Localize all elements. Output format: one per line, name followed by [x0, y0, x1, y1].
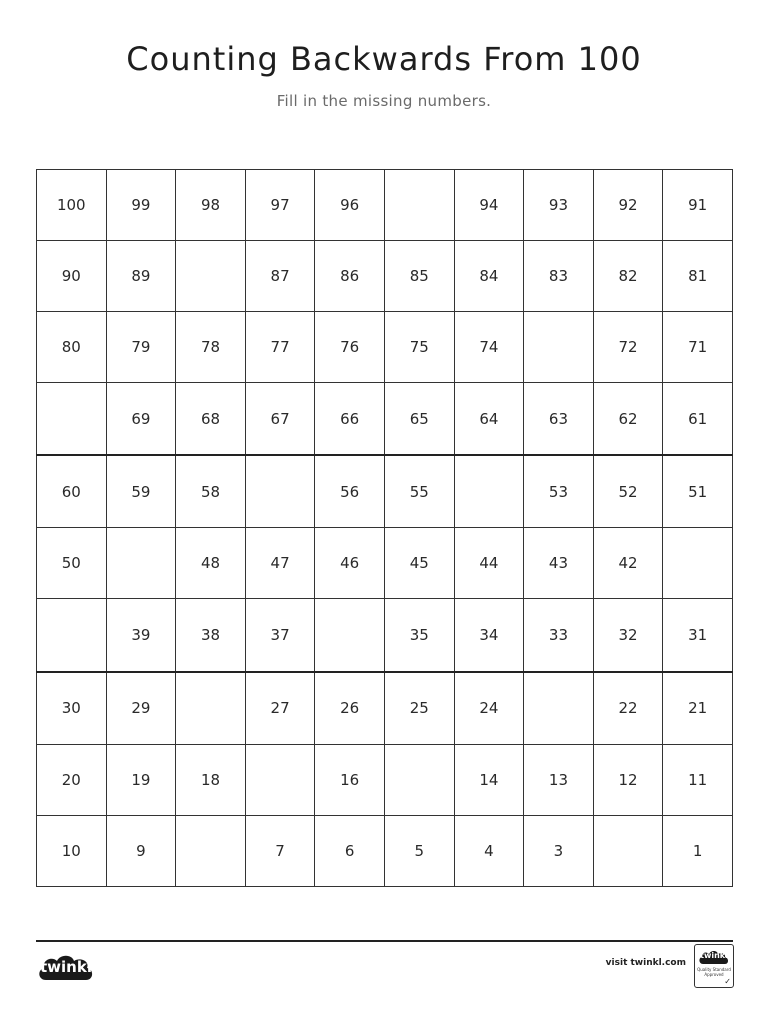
number-cell: 16: [315, 745, 385, 816]
number-cell: 99: [106, 170, 176, 241]
number-cell: 37: [245, 599, 315, 672]
grid-row: [37, 311, 733, 382]
number-cell: 48: [176, 528, 246, 599]
number-cell: 79: [106, 311, 176, 382]
number-cell: 31: [663, 599, 733, 672]
page-title: Counting Backwards From 100: [126, 40, 642, 78]
number-cell: 47: [245, 528, 315, 599]
blank-cell[interactable]: [245, 455, 315, 528]
blank-cell[interactable]: [176, 672, 246, 745]
blank-cell[interactable]: [315, 599, 385, 672]
grid-row: [37, 672, 733, 745]
number-cell: 76: [315, 311, 385, 382]
number-cell: 5: [384, 816, 454, 887]
number-cell: 80: [37, 311, 107, 382]
twinkl-logo: [36, 950, 96, 986]
number-cell: 55: [384, 455, 454, 528]
blank-cell[interactable]: [454, 455, 524, 528]
number-cell: 72: [593, 311, 663, 382]
number-cell: 35: [384, 599, 454, 672]
number-cell: 77: [245, 311, 315, 382]
visit-link[interactable]: visit twinkl.com: [605, 958, 686, 968]
number-cell: 30: [37, 672, 107, 745]
number-cell: 46: [315, 528, 385, 599]
blank-cell[interactable]: [37, 382, 107, 455]
number-cell: 39: [106, 599, 176, 672]
number-cell: 74: [454, 311, 524, 382]
number-cell: 65: [384, 382, 454, 455]
number-cell: 92: [593, 170, 663, 241]
number-cell: 67: [245, 382, 315, 455]
logo-text: twinkl: [40, 958, 92, 976]
number-cell: 14: [454, 745, 524, 816]
number-cell: 38: [176, 599, 246, 672]
number-cell: 100: [37, 170, 107, 241]
number-cell: 33: [524, 599, 594, 672]
number-cell: 78: [176, 311, 246, 382]
number-cell: 71: [663, 311, 733, 382]
number-cell: 13: [524, 745, 594, 816]
number-cell: 68: [176, 382, 246, 455]
number-cell: 51: [663, 455, 733, 528]
number-cell: 20: [37, 745, 107, 816]
number-cell: 22: [593, 672, 663, 745]
blank-cell[interactable]: [663, 528, 733, 599]
number-cell: 24: [454, 672, 524, 745]
grid-row: [37, 170, 733, 241]
number-cell: 82: [593, 240, 663, 311]
number-cell: 42: [593, 528, 663, 599]
number-cell: 10: [37, 816, 107, 887]
number-cell: 7: [245, 816, 315, 887]
grid-row: [37, 528, 733, 599]
number-cell: 62: [593, 382, 663, 455]
number-cell: 1: [663, 816, 733, 887]
page-subtitle: Fill in the missing numbers.: [276, 92, 492, 110]
quality-badge: [694, 944, 734, 988]
number-cell: 84: [454, 240, 524, 311]
number-cell: 9: [106, 816, 176, 887]
number-cell: 83: [524, 240, 594, 311]
number-cell: 29: [106, 672, 176, 745]
blank-cell[interactable]: [384, 745, 454, 816]
number-cell: 32: [593, 599, 663, 672]
blank-cell[interactable]: [245, 745, 315, 816]
number-cell: 98: [176, 170, 246, 241]
number-cell: 25: [384, 672, 454, 745]
number-cell: 27: [245, 672, 315, 745]
number-cell: 58: [176, 455, 246, 528]
blank-cell[interactable]: [384, 170, 454, 241]
number-cell: 3: [524, 816, 594, 887]
number-cell: 44: [454, 528, 524, 599]
blank-cell[interactable]: [106, 528, 176, 599]
blank-cell[interactable]: [176, 816, 246, 887]
badge-text: Quality Standard Approved: [697, 967, 731, 977]
number-cell: 21: [663, 672, 733, 745]
grid-row: [37, 816, 733, 887]
number-cell: 69: [106, 382, 176, 455]
number-cell: 45: [384, 528, 454, 599]
grid-row: [37, 599, 733, 672]
number-cell: 75: [384, 311, 454, 382]
footer-divider: [36, 940, 733, 942]
number-grid-body: [37, 170, 733, 887]
number-cell: 12: [593, 745, 663, 816]
number-cell: 26: [315, 672, 385, 745]
number-cell: 94: [454, 170, 524, 241]
number-cell: 85: [384, 240, 454, 311]
number-cell: 64: [454, 382, 524, 455]
number-cell: 52: [593, 455, 663, 528]
number-cell: 18: [176, 745, 246, 816]
grid-row: [37, 455, 733, 528]
grid-row: [37, 240, 733, 311]
number-grid: [36, 169, 733, 887]
number-cell: 43: [524, 528, 594, 599]
number-cell: 50: [37, 528, 107, 599]
number-cell: 34: [454, 599, 524, 672]
number-cell: 59: [106, 455, 176, 528]
number-cell: 63: [524, 382, 594, 455]
grid-row: [37, 382, 733, 455]
blank-cell[interactable]: [524, 672, 594, 745]
number-cell: 93: [524, 170, 594, 241]
blank-cell[interactable]: [524, 311, 594, 382]
number-cell: 96: [315, 170, 385, 241]
blank-cell[interactable]: [176, 240, 246, 311]
number-cell: 53: [524, 455, 594, 528]
number-cell: 97: [245, 170, 315, 241]
badge-logo-text: twinkl: [700, 951, 728, 960]
number-cell: 86: [315, 240, 385, 311]
number-cell: 66: [315, 382, 385, 455]
number-cell: 90: [37, 240, 107, 311]
number-cell: 91: [663, 170, 733, 241]
checkmark-icon: ✓: [724, 977, 731, 986]
blank-cell[interactable]: [593, 816, 663, 887]
number-cell: 89: [106, 240, 176, 311]
number-cell: 81: [663, 240, 733, 311]
number-cell: 19: [106, 745, 176, 816]
grid-row: [37, 745, 733, 816]
number-cell: 60: [37, 455, 107, 528]
blank-cell[interactable]: [37, 599, 107, 672]
number-cell: 11: [663, 745, 733, 816]
number-cell: 4: [454, 816, 524, 887]
number-cell: 87: [245, 240, 315, 311]
number-cell: 61: [663, 382, 733, 455]
number-cell: 6: [315, 816, 385, 887]
badge-logo: [698, 948, 730, 966]
number-cell: 56: [315, 455, 385, 528]
